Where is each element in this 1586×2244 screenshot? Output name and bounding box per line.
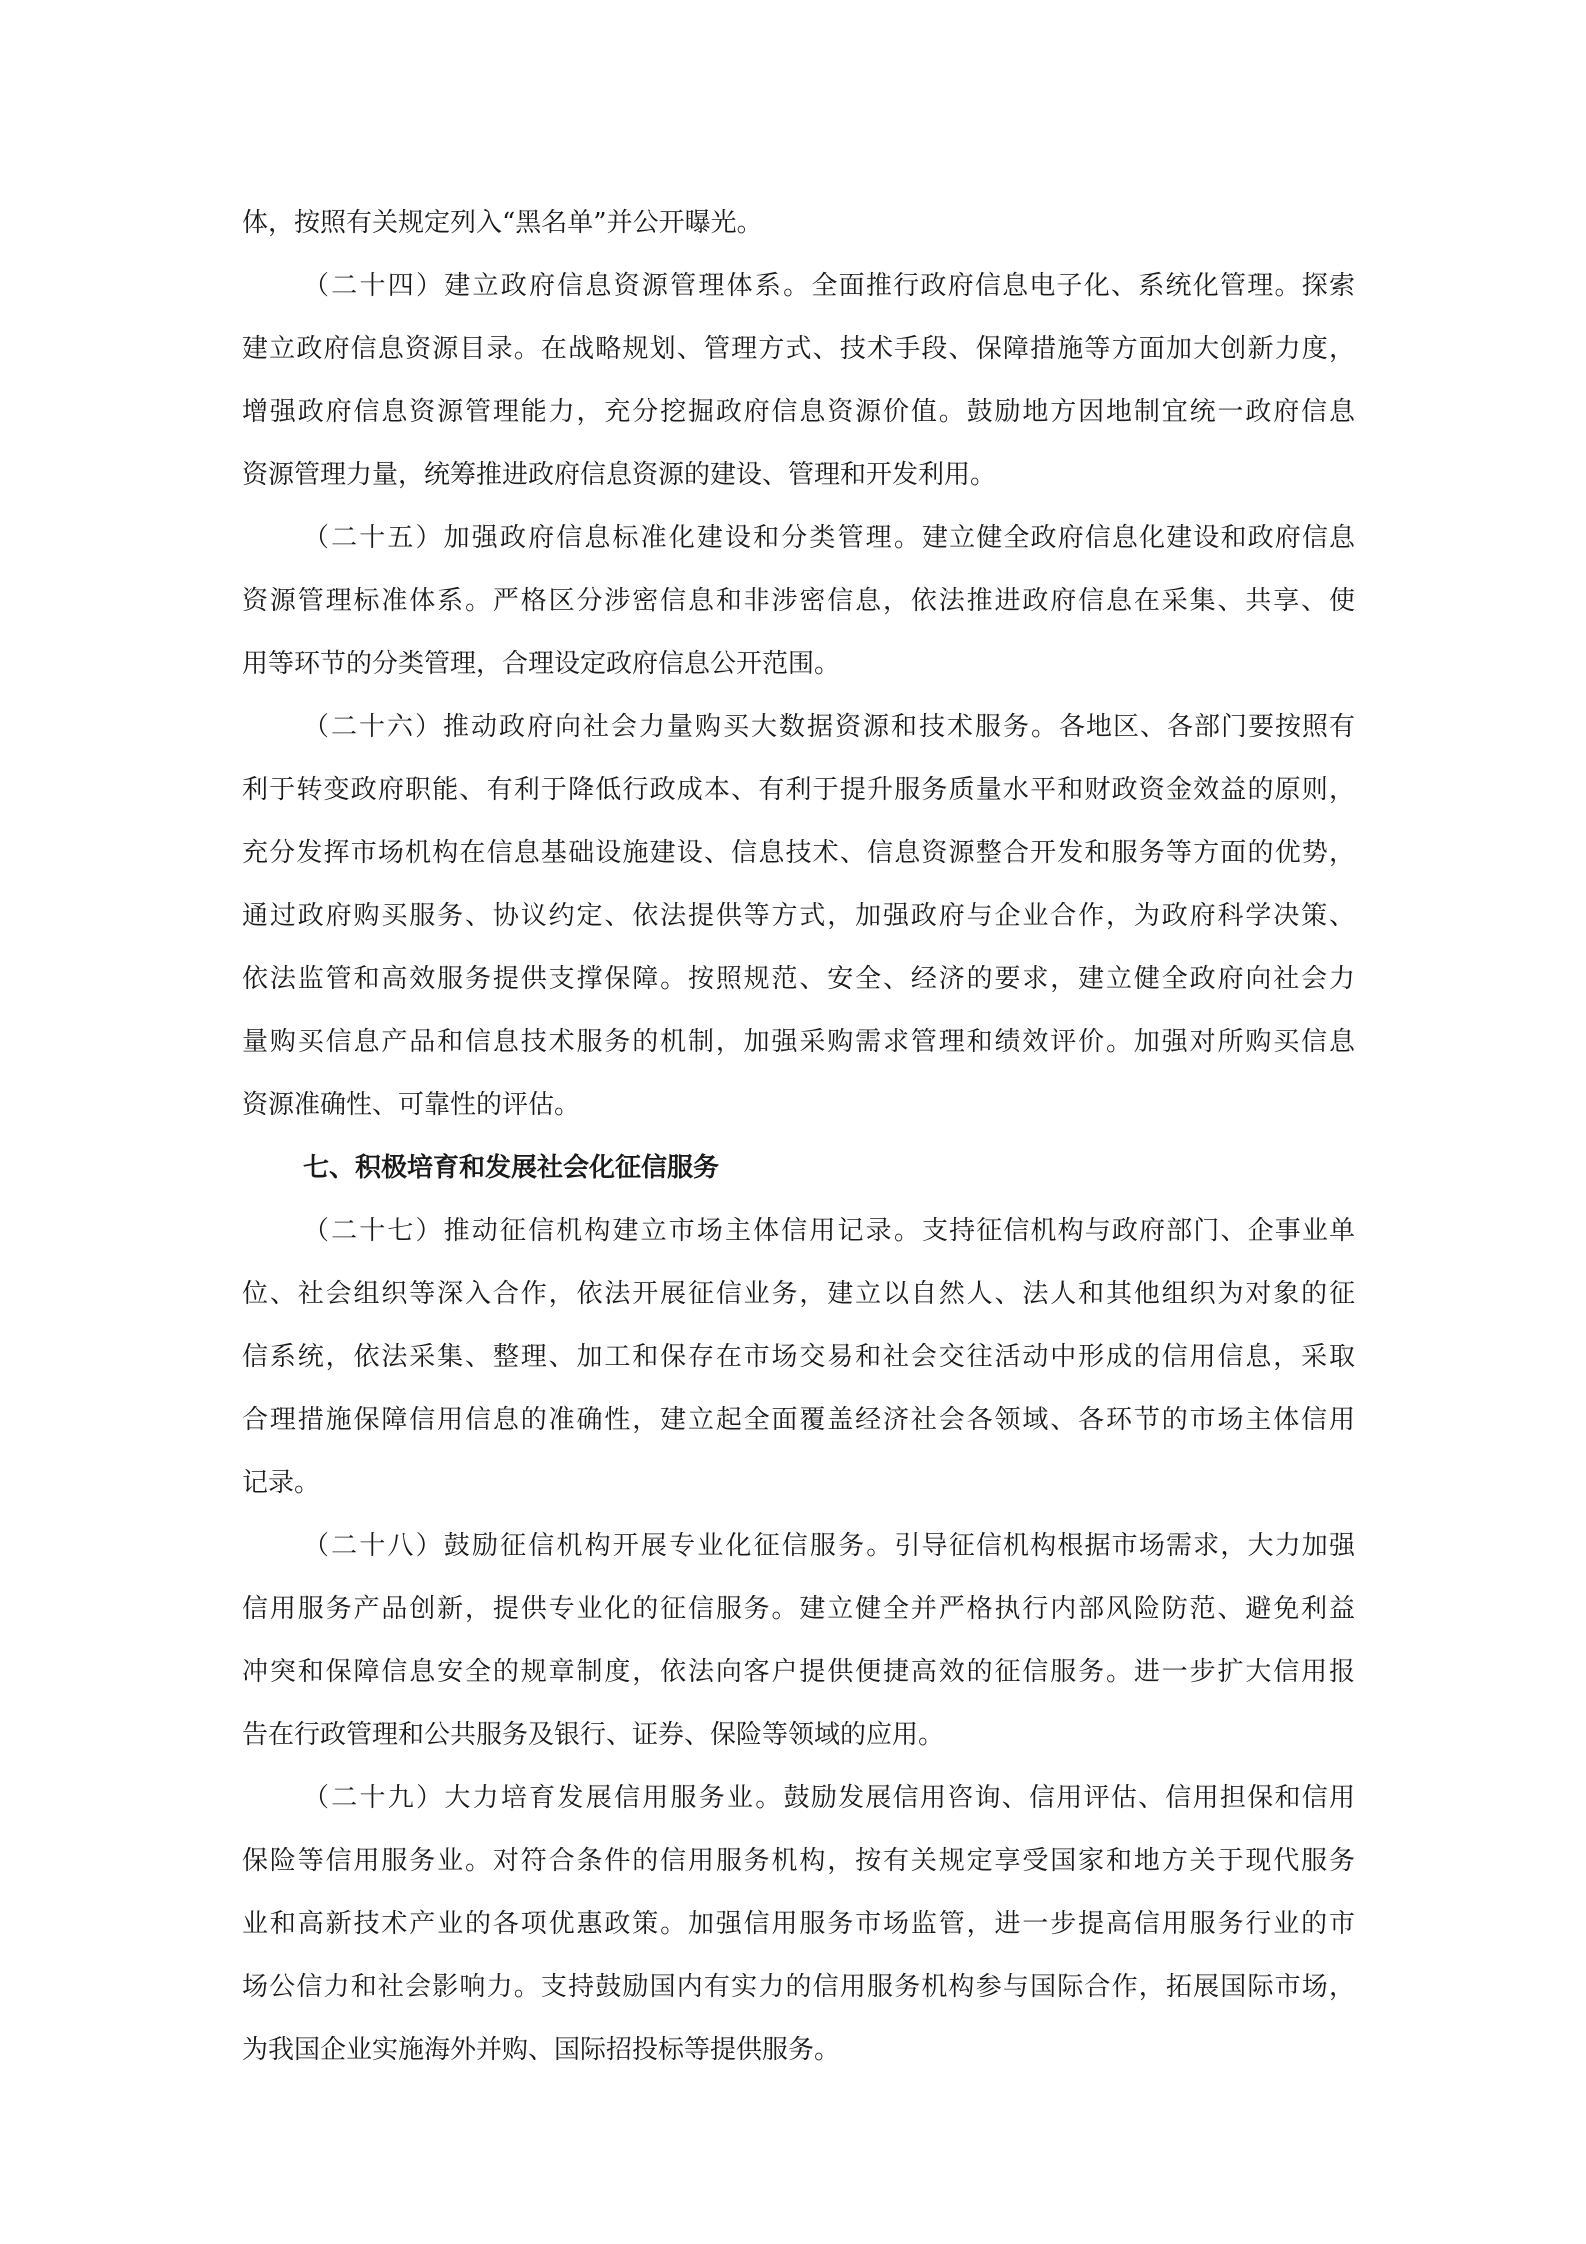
paragraph-heading: （二十五）加强政府信息标准化建设和分类管理。 <box>303 523 922 553</box>
paragraph-heading: （二十八）鼓励征信机构开展专业化征信服务。 <box>303 1531 895 1561</box>
section-heading: 七、积极培育和发展社会化征信服务 <box>303 1153 720 1183</box>
paragraph-first-line <box>242 696 1355 759</box>
paragraph-line: 资源管理标准体系。严格区分涉密信息和非涉密信息，依法推进政府信息在采集、共享、使 <box>242 586 1355 616</box>
paragraph-heading: （二十九）大力培育发展信用服务业。 <box>303 1783 784 1813</box>
paragraph-line: 记录。 <box>242 1468 321 1498</box>
paragraph-line: 资源准确性、可靠性的评估。 <box>242 1090 581 1120</box>
paragraph-text: 各地区、各部门要按照有 <box>1058 712 1355 742</box>
paragraph-first-line <box>242 1767 1355 1830</box>
paragraph-line: 信系统，依法采集、整理、加工和保存在市场交易和社会交往活动中形成的信用信息，采取 <box>242 1342 1355 1372</box>
paragraph-line: 利于转变政府职能、有利于降低行政成本、有利于提升服务质量水平和财政资金效益的原则， <box>242 775 1355 805</box>
paragraph-line: 通过政府购买服务、协议约定、依法提供等方式，加强政府与企业合作，为政府科学决策、 <box>242 901 1355 931</box>
paragraph-continuation-line: 体，按照有关规定列入“黑名单”并公开曝光。 <box>242 208 763 238</box>
paragraph-text: 全面推行政府信息电子化、系统化管理。探索 <box>811 271 1355 301</box>
paragraph-line: 增强政府信息资源管理能力，充分挖掘政府信息资源价值。鼓励地方因地制宜统一政府信息 <box>242 397 1355 427</box>
paragraph-line: 资源管理力量，统筹推进政府信息资源的建设、管理和开发利用。 <box>242 460 997 490</box>
paragraph-text: 引导征信机构根据市场需求，大力加强 <box>894 1531 1355 1561</box>
paragraph-first-line <box>242 1515 1355 1578</box>
paragraph-line: 信用服务产品创新，提供专业化的征信服务。建立健全并严格执行内部风险防范、避免利益 <box>242 1594 1355 1624</box>
paragraph-line: 告在行政管理和公共服务及银行、证券、保险等领域的应用。 <box>242 1720 945 1750</box>
paragraph-line: 保险等信用服务业。对符合条件的信用服务机构，按有关规定享受国家和地方关于现代服务 <box>242 1846 1355 1876</box>
paragraph-heading: （二十四）建立政府信息资源管理体系。 <box>303 271 812 301</box>
paragraph-line: 冲突和保障信息安全的规章制度，依法向客户提供便捷高效的征信服务。进一步扩大信用报 <box>242 1657 1355 1687</box>
paragraph-first-line <box>242 255 1355 318</box>
paragraph-first-line <box>242 1200 1355 1263</box>
paragraph-line: 建立政府信息资源目录。在战略规划、管理方式、技术手段、保障措施等方面加大创新力度， <box>242 334 1355 364</box>
paragraph-line: 位、社会组织等深入合作，依法开展征信业务，建立以自然人、法人和其他组织为对象的征 <box>242 1279 1355 1309</box>
document-page <box>242 192 1355 2082</box>
paragraph-line: 业和高新技术产业的各项优惠政策。加强信用服务市场监管，进一步提高信用服务行业的市 <box>242 1909 1355 1939</box>
paragraph-line: 量购买信息产品和信息技术服务的机制，加强采购需求管理和绩效评价。加强对所购买信息 <box>242 1027 1355 1057</box>
paragraph-line: 用等环节的分类管理，合理设定政府信息公开范围。 <box>242 649 841 679</box>
paragraph-text: 鼓励发展信用咨询、信用评估、信用担保和信用 <box>783 1783 1355 1813</box>
paragraph-heading: （二十七）推动征信机构建立市场主体信用记录。 <box>303 1216 922 1246</box>
paragraph-line: 场公信力和社会影响力。支持鼓励国内有实力的信用服务机构参与国际合作，拓展国际市场， <box>242 1972 1355 2002</box>
paragraph-first-line <box>242 507 1355 570</box>
paragraph-heading: （二十六）推动政府向社会力量购买大数据资源和技术服务。 <box>303 712 1059 742</box>
paragraph-line: 合理措施保障信用信息的准确性，建立起全面覆盖经济社会各领域、各环节的市场主体信用 <box>242 1405 1355 1435</box>
paragraph-line: 充分发挥市场机构在信息基础设施建设、信息技术、信息资源整合开发和服务等方面的优势， <box>242 838 1355 868</box>
paragraph-text: 建立健全政府信息化建设和政府信息 <box>921 523 1355 553</box>
paragraph-line: 为我国企业实施海外并购、国际招投标等提供服务。 <box>242 2035 841 2065</box>
paragraph-line: 依法监管和高效服务提供支撑保障。按照规范、安全、经济的要求，建立健全政府向社会力 <box>242 964 1355 994</box>
paragraph-text: 支持征信机构与政府部门、企事业单 <box>921 1216 1355 1246</box>
